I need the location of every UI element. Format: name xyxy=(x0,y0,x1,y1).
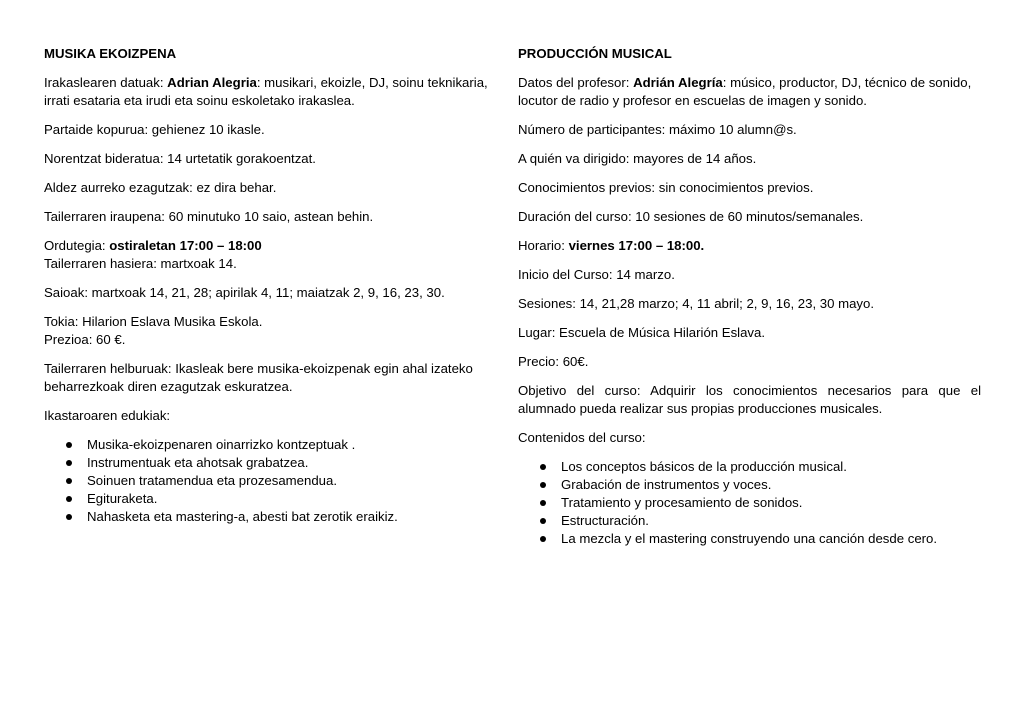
bullet-icon xyxy=(66,496,72,502)
list-item: Estructuración. xyxy=(518,512,981,530)
spanish-price: Precio: 60€. xyxy=(518,354,589,369)
basque-title: MUSIKA EKOIZPENA xyxy=(44,46,177,61)
list-item: Nahasketa eta mastering-a, abesti bat zerotik eraikiz. xyxy=(44,508,490,526)
bullet-icon xyxy=(66,514,72,520)
teacher-description: : musikari, ekoizle, DJ, soinu teknikaria, irrati esataria eta irudi eta soinu eskoletako irakaslea. xyxy=(44,75,488,108)
list-item: Egituraketa. xyxy=(44,490,490,508)
list-item: Los conceptos básicos de la producción musical. xyxy=(518,458,981,476)
list-item: Musika-ekoizpenaren oinarrizko kontzeptuak . xyxy=(44,436,490,454)
basque-place: Tokia: Hilarion Eslava Musika Eskola. xyxy=(44,314,263,329)
bullet-icon xyxy=(66,478,72,484)
basque-participants: Partaide kopurua: gehienez 10 ikasle. xyxy=(44,122,265,137)
spanish-contents-heading: Contenidos del curso: xyxy=(518,430,646,445)
basque-contents-list xyxy=(44,436,490,526)
list-item: La mezcla y el mastering construyendo una canción desde cero. xyxy=(518,530,981,548)
basque-place-price xyxy=(44,313,490,349)
bullet-icon xyxy=(66,460,72,466)
spanish-schedule xyxy=(518,237,981,255)
spanish-objective: Objetivo del curso: Adquirir los conocimientos necesarios para que el alumnado pueda realizar sus propias producciones musicales. xyxy=(518,383,981,416)
schedule-value: ostiraletan 17:00 – 18:00 xyxy=(109,238,262,253)
teacher-name: Adrián Alegría xyxy=(633,75,723,90)
schedule-value: viernes 17:00 – 18:00. xyxy=(568,238,705,253)
spanish-audience: A quién va dirigido: mayores de 14 años. xyxy=(518,151,757,166)
basque-sessions: Saioak: martxoak 14, 21, 28; apirilak 4, 11; maiatzak 2, 9, 16, 23, 30. xyxy=(44,285,445,300)
bullet-icon xyxy=(540,482,546,488)
list-item: Soinuen tratamendua eta prozesamendua. xyxy=(44,472,490,490)
list-item: Instrumentuak eta ahotsak grabatzea. xyxy=(44,454,490,472)
basque-start: Tailerraren hasiera: martxoak 14. xyxy=(44,256,237,271)
bullet-icon xyxy=(66,442,72,448)
bullet-icon xyxy=(540,518,546,524)
spanish-teacher-info xyxy=(518,74,981,110)
basque-audience: Norentzat bideratua: 14 urtetatik gorakoentzat. xyxy=(44,151,316,166)
basque-objective: Tailerraren helburuak: Ikasleak bere musika-ekoizpenak egin ahal izateko beharrezkoak diren ezagutzak eskuratzea. xyxy=(44,361,473,394)
spanish-contents-list xyxy=(518,458,981,548)
basque-column xyxy=(44,45,490,526)
bullet-icon xyxy=(540,500,546,506)
bullet-icon xyxy=(540,464,546,470)
teacher-label: Irakaslearen datuak: xyxy=(44,75,168,90)
spanish-sessions: Sesiones: 14, 21,28 marzo; 4, 11 abril; 2, 9, 16, 23, 30 mayo. xyxy=(518,296,875,311)
bullet-icon xyxy=(540,536,546,542)
basque-schedule xyxy=(44,237,490,255)
basque-teacher-info xyxy=(44,74,490,110)
teacher-name: Adrian Alegria xyxy=(167,75,257,90)
spanish-title: PRODUCCIÓN MUSICAL xyxy=(518,46,672,61)
spanish-start: Inicio del Curso: 14 marzo. xyxy=(518,267,675,282)
schedule-label: Ordutegia: xyxy=(44,238,110,253)
spanish-column xyxy=(518,45,981,548)
spanish-participants: Número de participantes: máximo 10 alumn@s. xyxy=(518,122,797,137)
teacher-description: : músico, productor, DJ, técnico de sonido, locutor de radio y profesor en escuelas de imagen y sonido. xyxy=(518,75,972,108)
spanish-prior-knowledge: Conocimientos previos: sin conocimientos previos. xyxy=(518,180,814,195)
basque-price: Prezioa: 60 €. xyxy=(44,332,126,347)
spanish-duration: Duración del curso: 10 sesiones de 60 minutos/semanales. xyxy=(518,209,864,224)
spanish-place: Lugar: Escuela de Música Hilarión Eslava. xyxy=(518,325,766,340)
basque-contents-heading: Ikastaroaren edukiak: xyxy=(44,408,171,423)
schedule-label: Horario: xyxy=(518,238,569,253)
basque-prior-knowledge: Aldez aurreko ezagutzak: ez dira behar. xyxy=(44,180,277,195)
teacher-label: Datos del profesor: xyxy=(518,75,634,90)
list-item: Grabación de instrumentos y voces. xyxy=(518,476,981,494)
basque-schedule-block xyxy=(44,237,490,273)
list-item: Tratamiento y procesamiento de sonidos. xyxy=(518,494,981,512)
basque-duration: Tailerraren iraupena: 60 minutuko 10 saio, astean behin. xyxy=(44,209,374,224)
